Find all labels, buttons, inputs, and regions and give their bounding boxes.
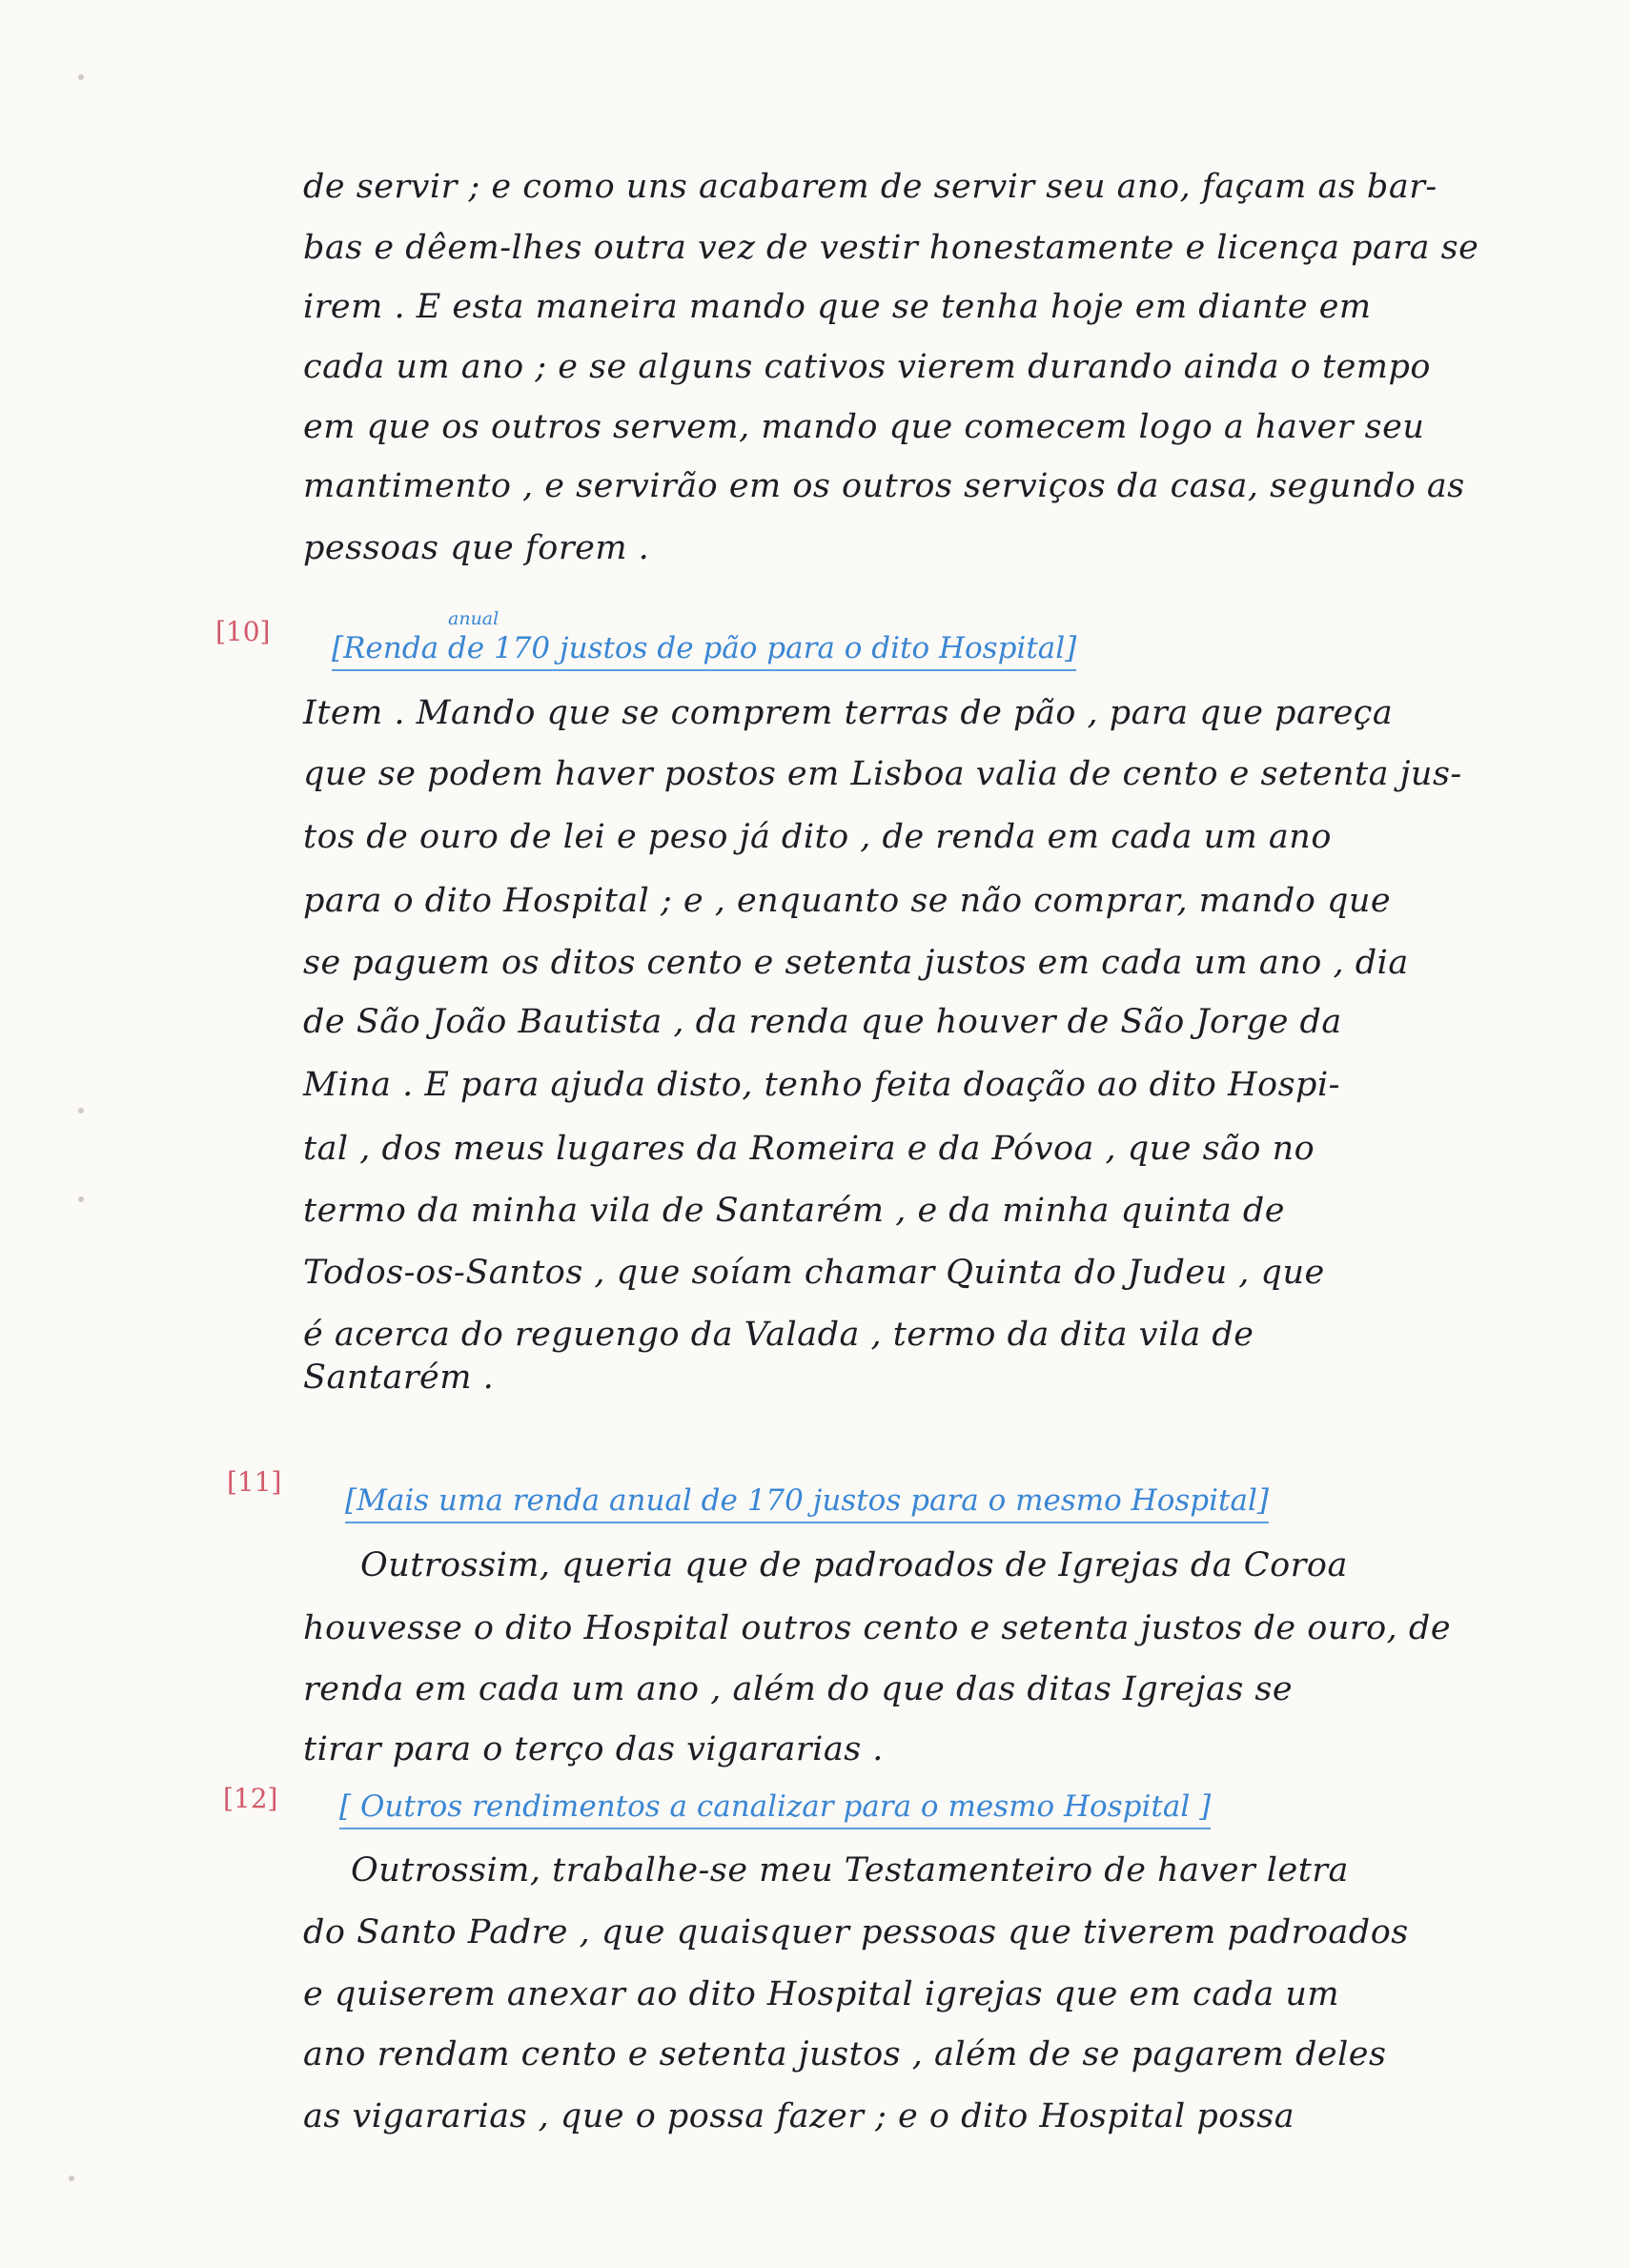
text-line: do Santo Padre , que quaisquer pessoas que tiverem padroados [303,1913,1409,1951]
text-line: é acerca do reguengo da Valada , termo da dita vila de [303,1316,1254,1354]
text-line: Todos-os-Santos , que soíam chamar Quinta do Judeu , que [303,1254,1325,1292]
section-heading: [Mais uma renda anual de 170 justos para o mesmo Hospital] [345,1483,1269,1523]
text-line: renda em cada um ano , além do que das ditas Igrejas se [303,1670,1294,1708]
text-line: que se podem haver postos em Lisboa valia de cento e setenta jus- [303,755,1462,793]
text-line: cada um ano ; e se alguns cativos vierem durando ainda o tempo [303,348,1431,386]
text-line: mantimento , e servirão em os outros serviços da casa, segundo as [303,467,1465,505]
punch-hole-mark [69,2176,74,2181]
section-number: [12] [223,1783,278,1814]
text-line: Mina . E para ajuda disto, tenho feita doação ao dito Hospi- [303,1066,1340,1104]
text-line: bas e dêem-lhes outra vez de vestir honestamente e licença para se [303,229,1479,267]
text-line: termo da minha vila de Santarém , e da minha quinta de [303,1192,1286,1230]
text-line: as vigararias , que o possa fazer ; e o dito Hospital possa [303,2097,1295,2135]
text-line: Outrossim, queria que de padroados de Igrejas da Coroa [360,1546,1348,1584]
text-line: Item . Mando que se comprem terras de pão , para que pareça [303,694,1394,732]
section-number: [11] [227,1466,282,1498]
section-heading: [Renda de 170 justos de pão para o dito Hospital] [332,631,1076,671]
text-line: e quiserem anexar ao dito Hospital igrejas que em cada um [303,1975,1340,2013]
text-line: Santarém . [303,1359,495,1397]
text-line: houvesse o dito Hospital outros cento e setenta justos de ouro, de [303,1609,1452,1647]
text-line: pessoas que forem . [303,529,650,567]
text-line: de servir ; e como uns acabarem de servir seu ano, façam as bar- [303,168,1437,206]
punch-hole-mark [78,1196,84,1202]
inserted-word: anual [448,608,499,629]
text-line: tos de ouro de lei e peso já dito , de renda em cada um ano [303,818,1332,856]
punch-hole-mark [78,74,84,80]
section-number: [10] [215,616,271,647]
punch-hole-mark [78,1108,84,1114]
text-line: em que os outros servem, mando que comecem logo a haver seu [303,408,1425,446]
text-line: de São João Bautista , da renda que houver de São Jorge da [303,1003,1342,1041]
text-line: para o dito Hospital ; e , enquanto se não comprar, mando que [303,882,1392,920]
section-heading: [ Outros rendimentos a canalizar para o mesmo Hospital ] [339,1789,1211,1829]
text-line: ano rendam cento e setenta justos , além de se pagarem deles [303,2035,1387,2074]
text-line: irem . E esta maneira mando que se tenha hoje em diante em [303,288,1372,326]
text-line: tal , dos meus lugares da Romeira e da Póvoa , que são no [303,1130,1315,1168]
text-line: se paguem os ditos cento e setenta justos em cada um ano , dia [303,944,1409,982]
text-line: Outrossim, trabalhe-se meu Testamenteiro de haver letra [351,1851,1349,1890]
text-line: tirar para o terço das vigararias . [303,1730,884,1768]
